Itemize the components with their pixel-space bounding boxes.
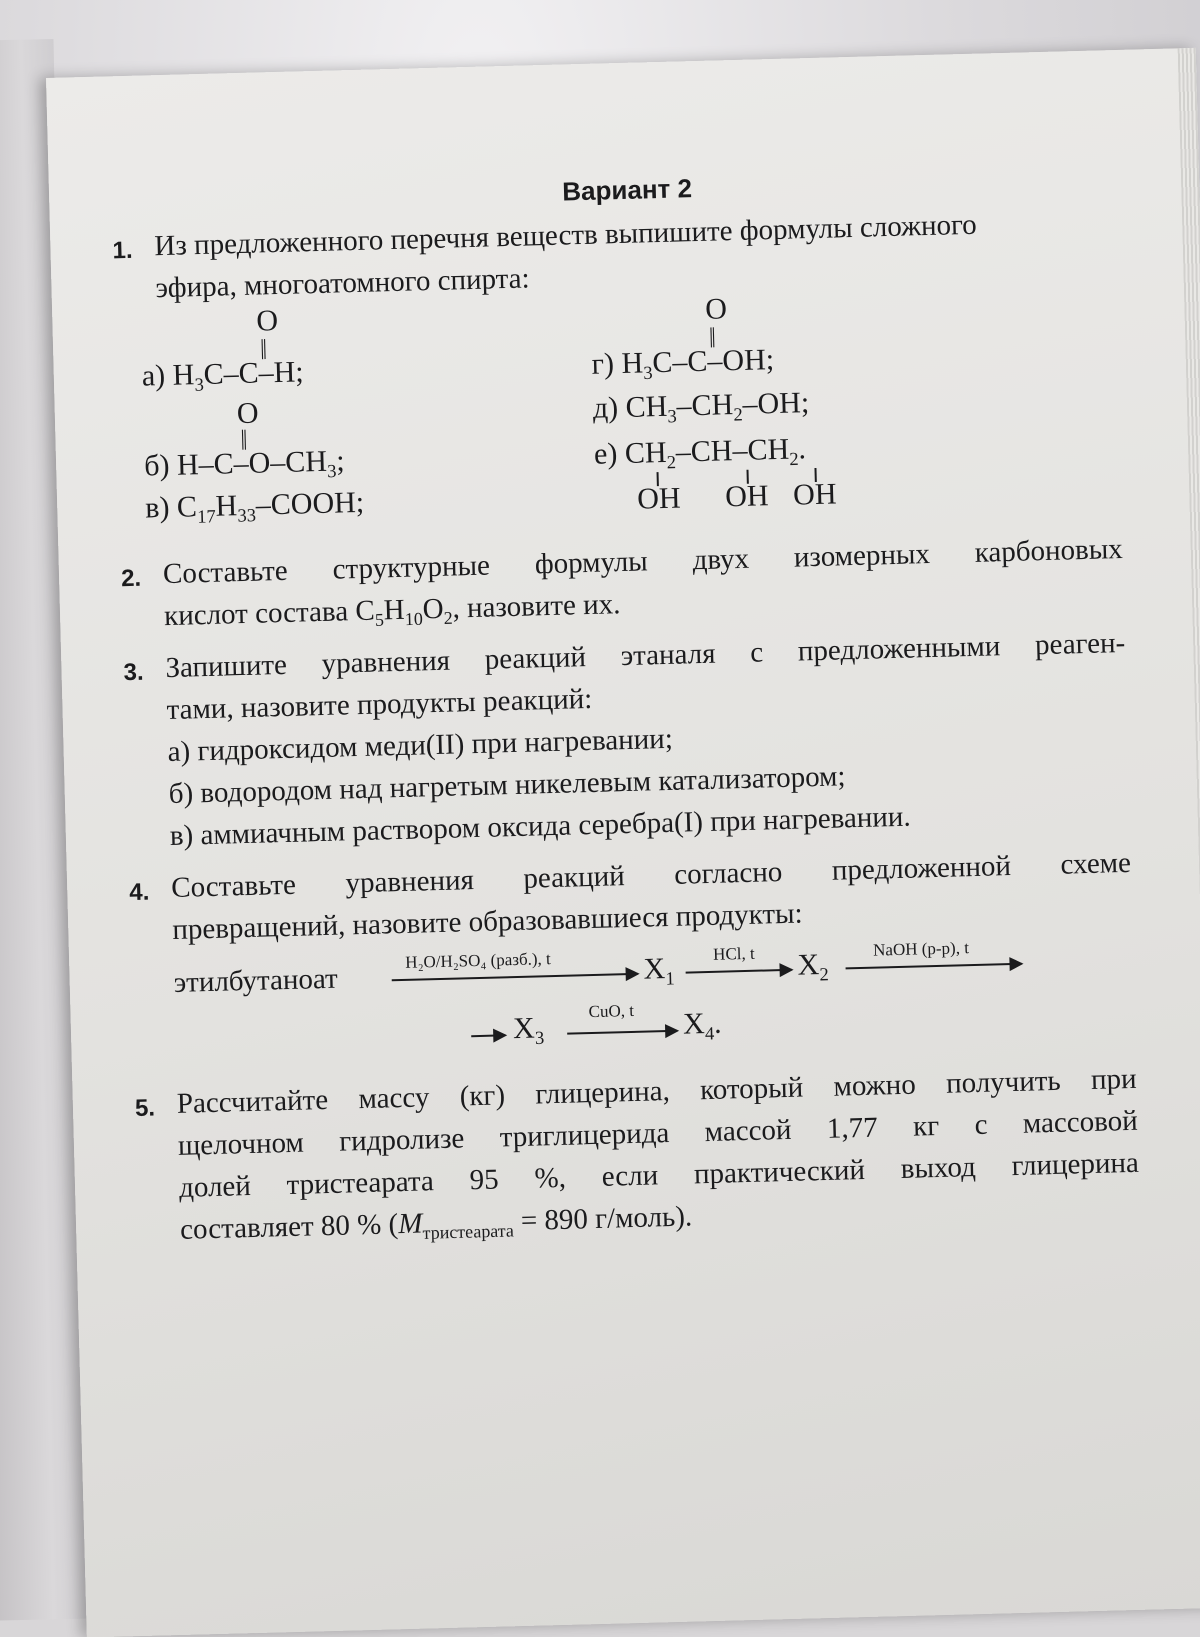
task-line: б) водородом над нагретым никелевым катализатором; — [168, 760, 846, 811]
task-number: 4. — [128, 878, 150, 907]
task-line: Составьте структурные формулы двух изомерных карбоновых — [162, 532, 1124, 591]
scheme-start: этилбутаноат — [173, 962, 339, 999]
double-bond: || — [708, 322, 715, 348]
task-line: эфира, многоатомного спирта: — [155, 262, 530, 305]
task-line: Составьте уравнения реакций согласно предложенной схеме — [170, 846, 1132, 904]
task-line: тами, назовите продукты реакций: — [166, 682, 593, 727]
reaction-arrow — [567, 1030, 677, 1035]
task-line: щелочном гидролизе триглицерида массой 1,77 кг с массовой — [177, 1104, 1139, 1162]
reaction-arrow — [471, 1034, 505, 1037]
task-number: 1. — [112, 236, 133, 265]
double-bond: || — [259, 334, 266, 360]
task-line: кислот состава $C_5H_{10}O_2$, назовите их. — [163, 588, 621, 633]
substance-g: г) $H_3C-C-OH$; — [591, 343, 775, 384]
task-number: 2. — [120, 564, 142, 593]
task-line: Рассчитайте массу (кг) глицерина, который можно получить при — [176, 1062, 1137, 1120]
book-page — [46, 48, 1200, 1637]
task-line: Из предложенного перечня веществ выпишите формулы сложного — [154, 208, 978, 263]
reaction-arrow — [846, 963, 1022, 970]
hydroxyl-group: OH — [792, 477, 837, 512]
task-text — [176, 1058, 1140, 1251]
arrow-condition: CuO, t — [588, 1000, 635, 1022]
product-x4: $X_4$. — [682, 1006, 722, 1045]
task-line: превращений, назовите образовавшиеся продукты: — [171, 897, 804, 946]
arrow-condition: H₂O/H₂SO₄ (разб.), t — [405, 949, 552, 972]
variant-heading: Вариант 2 — [561, 173, 693, 207]
task-line: долей тристеарата 95 %, если практический выход глицерина — [178, 1146, 1140, 1204]
substance-list — [140, 282, 1126, 538]
oxygen-atom: O — [704, 292, 728, 326]
substance-b: б) $H-C-O-CH_3$; — [143, 444, 345, 483]
page-edge — [1178, 48, 1200, 1608]
task-line: составляет 80 % ($M_{тристеарата} = 890$ г/моль). — [179, 1200, 693, 1246]
substance-v: в) $C_{17}H_{33}$–COOH; — [144, 485, 365, 528]
arrow-condition: NaOH (р-р), t — [872, 938, 970, 960]
oxygen-atom: O — [236, 396, 259, 431]
substance-d: д) $CH_3-CH_2-OH$; — [592, 386, 810, 428]
task-text — [165, 622, 1130, 857]
task-text — [162, 528, 1124, 637]
task-text — [171, 842, 1133, 951]
task-line: а) гидроксидом меди(II) при нагревании; — [167, 722, 674, 769]
task-number: 5. — [134, 1094, 156, 1123]
hydroxyl-group: OH — [636, 481, 681, 516]
arrow-condition: HCl, t — [712, 943, 755, 964]
hydroxyl-group: OH — [724, 479, 769, 514]
task-number: 3. — [123, 658, 144, 687]
conversion-scheme — [173, 934, 1136, 1069]
product-x2: $X_2$ — [797, 948, 829, 986]
task-line: Запишите уравнения реакций этаналя с предложенными реаген- — [165, 626, 1126, 685]
product-x3: $X_3$ — [512, 1011, 545, 1050]
reaction-arrow — [686, 969, 792, 974]
substance-a: а) $H_3C-C-H$; — [141, 355, 305, 396]
task-line: в) аммиачным раствором оксида серебра(I) при нагревании. — [169, 800, 912, 853]
oxygen-atom: O — [256, 304, 279, 338]
substance-e: е) $CH_2-CH-CH_2$. — [593, 432, 807, 474]
double-bond: || — [240, 424, 246, 451]
reaction-arrow — [392, 973, 638, 981]
product-x1: $X_1$ — [643, 952, 676, 990]
